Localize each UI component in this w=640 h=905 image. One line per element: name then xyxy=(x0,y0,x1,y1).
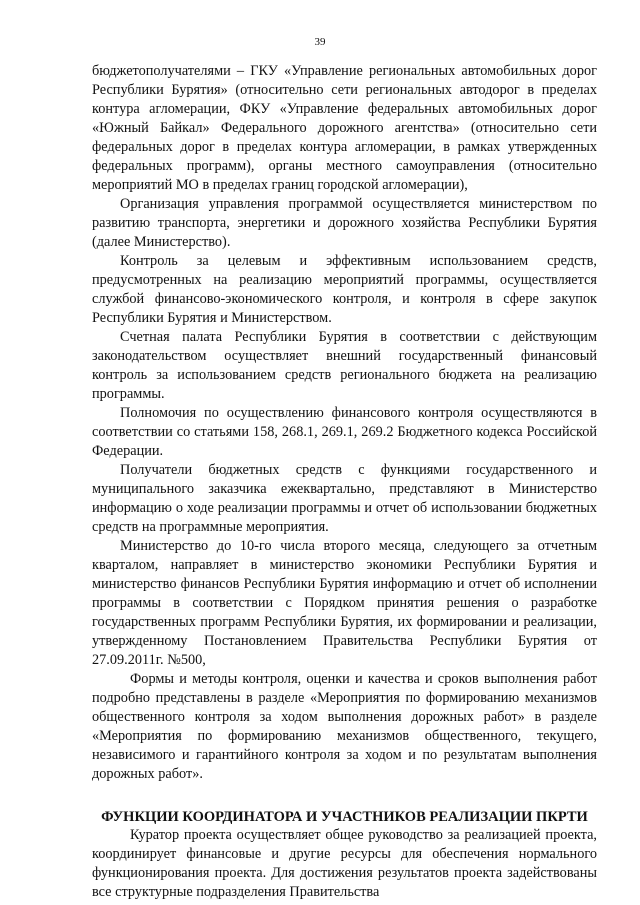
paragraph-curator: Куратор проекта осуществляет общее руководство за реализацией проекта, координирует финансовые и другие ресурсы для обеспечения нормального функционирования проекта. Для достижения результатов проекта задействованы все структурные подразделения Правительства xyxy=(92,827,597,900)
paragraph-recipients: Получатели бюджетных средств с функциями государственного и муниципального заказчика ежеквартально, представляют в Министерство информацию о ходе реализации программы и отчет об использовании бюджетных средств на программные мероприятия. xyxy=(92,462,597,535)
paragraph-audit-chamber: Счетная палата Республики Бурятия в соответствии с действующим законодательством осуществляет внешний государственный финансовый контроль за использованием средств регионального бюджета на реализацию программы. xyxy=(92,329,597,402)
page-number: 39 xyxy=(314,36,326,48)
paragraph-authority: Полномочия по осуществлению финансового контроля осуществляются в соответствии со статьями 158, 268.1, 269.1, 269.2 Бюджетного кодекса Российской Федерации. xyxy=(92,405,597,459)
paragraph-ministry-report: Министерство до 10-го числа второго месяца, следующего за отчетным кварталом, направляет в министерство экономики Республики Бурятия и министерство финансов Республики Бурятия информацию и отчет об исполнении программы в соответствии с Порядком принятия решения о разработке государственных программ Республики Бурятия, их формировании и реализации, утвержденному Постановлением Правительства Республики Бурятия от 27.09.2011г. №500, xyxy=(92,538,597,668)
paragraph-control: Контроль за целевым и эффективным использованием средств, предусмотренных на реализацию мероприятий программы, осуществляется службой финансово-экономического контроля, и контроля в сфере закупок Республики Бурятия и Министерством. xyxy=(92,253,597,326)
paragraph-program-management: Организация управления программой осуществляется министерством по развитию транспорта, энергетики и дорожного хозяйства Республики Бурятия (далее Министерство). xyxy=(92,196,597,250)
paragraph-continuation: бюджетополучателями – ГКУ «Управление региональных автомобильных дорог Республики Бурятия» (относительно сети региональных автодорог в пределах контура агломерации, ФКУ «Управление федеральных автомобильных дорог «Южный Байкал» Федерального дорожного агентства» (относительно сети федеральных дорог в пределах контура агломерации, в рамках утвержденных федеральных программ), органы местного самоуправления (относительно мероприятий МО в пределах границ городской агломерации), xyxy=(92,63,597,193)
document-body xyxy=(92,62,597,902)
paragraph-control-forms: Формы и методы контроля, оценки и качества и сроков выполнения работ подробно представлены в разделе «Мероприятия по формированию механизмов общественного контроля за ходом выполнения дорожных работ» в разделе «Мероприятия по формированию механизмов общественного, текущего, независимого и гарантийного контроля за ходом и по результатам выполнения дорожных работ». xyxy=(92,671,597,782)
section-heading: ФУНКЦИИ КООРДИНАТОРА И УЧАСТНИКОВ РЕАЛИЗАЦИИ ПКРТИ xyxy=(101,809,588,825)
